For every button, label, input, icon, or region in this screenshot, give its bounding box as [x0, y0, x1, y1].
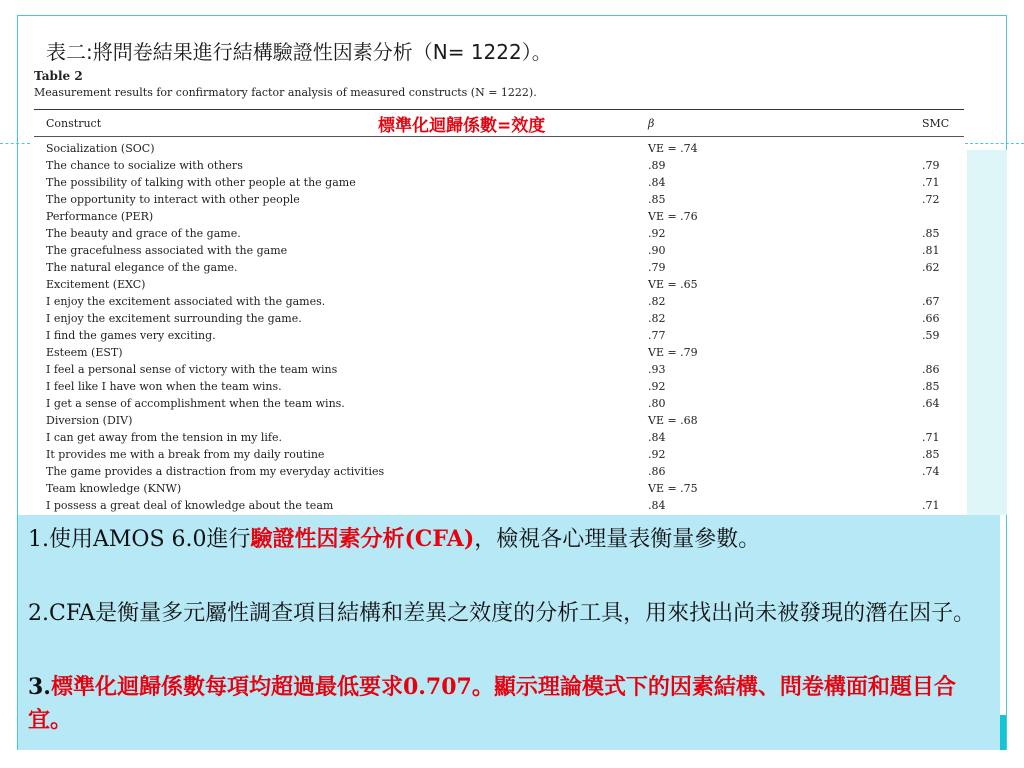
construct-cell: I get a sense of accomplishment when the team wins.	[46, 397, 345, 410]
note-1	[28, 523, 988, 556]
table-row	[46, 378, 966, 395]
table-caption: Measurement results for confirmatory factor analysis of measured constructs (N = 1222).	[34, 86, 537, 99]
table-row	[46, 242, 966, 259]
beta-cell: .93	[648, 363, 666, 376]
table-row	[46, 429, 966, 446]
beta-cell: .90	[648, 244, 666, 257]
smc-cell: .71	[922, 176, 940, 189]
dashed-divider-right	[965, 143, 1024, 144]
beta-cell: .82	[648, 312, 666, 325]
header-beta: β	[648, 117, 655, 130]
construct-cell: Diversion (DIV)	[46, 414, 133, 427]
beta-cell: .89	[648, 159, 666, 172]
beta-cell: .82	[648, 295, 666, 308]
beta-cell: VE = .74	[648, 142, 698, 155]
table-row	[46, 480, 966, 497]
header-smc: SMC	[922, 117, 950, 130]
smc-cell: .85	[922, 227, 940, 240]
beta-cell: .92	[648, 448, 666, 461]
note-3	[28, 671, 988, 737]
construct-cell: I feel a personal sense of victory with the team wins	[46, 363, 338, 376]
table-row	[46, 395, 966, 412]
smc-cell: .72	[922, 193, 940, 206]
construct-cell: The gracefulness associated with the game	[46, 244, 288, 257]
construct-cell: I enjoy the excitement surrounding the game.	[46, 312, 302, 325]
beta-cell: VE = .76	[648, 210, 698, 223]
notes-panel	[18, 515, 1000, 750]
note-2: 2.CFA是衡量多元屬性調查項目結構和差異之效度的分析工具，用來找出尚未被發現的潛在因子。	[28, 601, 976, 626]
beta-cell: VE = .79	[648, 346, 698, 359]
decorative-bottom-bar	[1000, 715, 1006, 750]
construct-cell: The opportunity to interact with other people	[46, 193, 300, 206]
smc-cell: .85	[922, 380, 940, 393]
beta-cell: .92	[648, 380, 666, 393]
construct-cell: Socialization (SOC)	[46, 142, 155, 155]
beta-cell: VE = .68	[648, 414, 698, 427]
table-header-rule	[34, 136, 964, 137]
table-body	[46, 140, 966, 514]
construct-cell: The beauty and grace of the game.	[46, 227, 241, 240]
beta-cell: VE = .75	[648, 482, 698, 495]
frame-top-border	[17, 15, 1007, 16]
table-row	[46, 174, 966, 191]
table-row	[46, 412, 966, 429]
beta-cell: .79	[648, 261, 666, 274]
table-row	[46, 344, 966, 361]
slide-title: 表二:將問卷結果進行結構驗證性因素分析（N= 1222）。	[46, 40, 552, 64]
table-row	[46, 293, 966, 310]
construct-cell: I enjoy the excitement associated with the games.	[46, 295, 326, 308]
construct-cell: Team knowledge (KNW)	[46, 482, 182, 495]
smc-cell: .67	[922, 295, 940, 308]
table-label: Table 2	[34, 69, 83, 83]
table-row	[46, 191, 966, 208]
note-1-text-c: ，檢視各心理量表衡量參數。	[474, 527, 761, 552]
note-3-highlight: 標準化迴歸係數每項均超過最低要求0.707。顯示理論模式下的因素結構、問卷構面和題目合宜。	[28, 674, 956, 733]
construct-cell: The chance to socialize with others	[46, 159, 243, 172]
construct-cell: I can get away from the tension in my life.	[46, 431, 282, 444]
smc-cell: .85	[922, 448, 940, 461]
smc-cell: .74	[922, 465, 940, 478]
decorative-band	[967, 150, 1007, 515]
table-row	[46, 446, 966, 463]
table-row	[46, 208, 966, 225]
construct-cell: I feel like I have won when the team wins.	[46, 380, 282, 393]
table-row	[46, 140, 966, 157]
table-row	[46, 259, 966, 276]
smc-cell: .66	[922, 312, 940, 325]
smc-cell: .71	[922, 431, 940, 444]
table-row	[46, 361, 966, 378]
header-construct: Construct	[46, 117, 102, 130]
table-row	[46, 225, 966, 242]
table-row	[46, 463, 966, 480]
note-1-highlight: 驗證性因素分析(CFA)	[250, 526, 475, 552]
table-top-rule	[34, 109, 964, 110]
table-row	[46, 310, 966, 327]
smc-cell: .59	[922, 329, 940, 342]
beta-cell: .84	[648, 176, 666, 189]
dashed-divider-left	[0, 143, 30, 144]
note-1-text-a: 1.使用AMOS 6.0進行	[28, 527, 251, 552]
smc-cell: .62	[922, 261, 940, 274]
beta-cell: .85	[648, 193, 666, 206]
construct-cell: Performance (PER)	[46, 210, 154, 223]
smc-cell: .71	[922, 499, 940, 512]
beta-cell: .84	[648, 499, 666, 512]
beta-cell: VE = .65	[648, 278, 698, 291]
smc-cell: .86	[922, 363, 940, 376]
construct-cell: I possess a great deal of knowledge about the team	[46, 499, 334, 512]
construct-cell: The possibility of talking with other people at the game	[46, 176, 356, 189]
construct-cell: Esteem (EST)	[46, 346, 123, 359]
beta-annotation: 標準化迴歸係數=效度	[378, 116, 546, 136]
construct-cell: The game provides a distraction from my everyday activities	[46, 465, 385, 478]
construct-cell: The natural elegance of the game.	[46, 261, 238, 274]
smc-cell: .81	[922, 244, 940, 257]
construct-cell: I find the games very exciting.	[46, 329, 216, 342]
smc-cell: .64	[922, 397, 940, 410]
table-row	[46, 157, 966, 174]
table-row	[46, 497, 966, 514]
beta-cell: .84	[648, 431, 666, 444]
construct-cell: It provides me with a break from my daily routine	[46, 448, 325, 461]
beta-cell: .86	[648, 465, 666, 478]
table-row	[46, 276, 966, 293]
beta-cell: .80	[648, 397, 666, 410]
table-row	[46, 327, 966, 344]
smc-cell: .79	[922, 159, 940, 172]
beta-cell: .92	[648, 227, 666, 240]
beta-cell: .77	[648, 329, 666, 342]
construct-cell: Excitement (EXC)	[46, 278, 146, 291]
note-3-number: 3.	[28, 674, 51, 700]
